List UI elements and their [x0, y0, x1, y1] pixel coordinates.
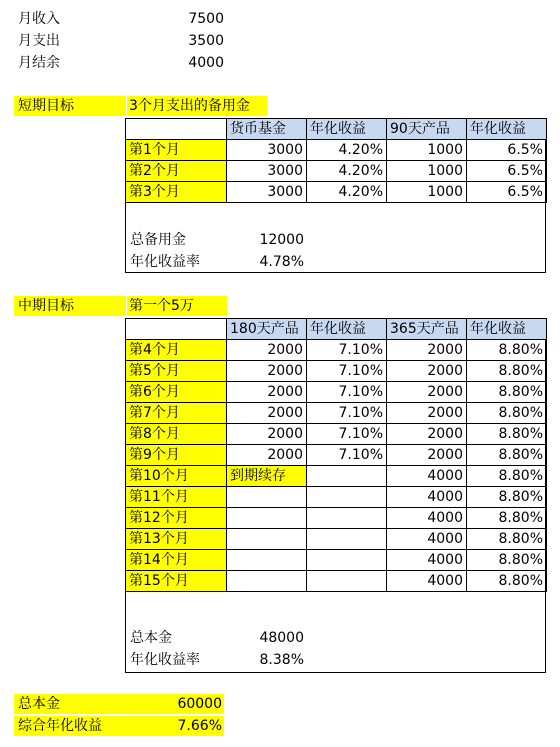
value-cell: 2000	[387, 424, 467, 445]
table-row	[126, 161, 547, 182]
value-cell: 6.5%	[467, 161, 547, 182]
table-row	[126, 508, 547, 529]
value-cell: 4000	[387, 550, 467, 571]
month-cell: 第8个月	[126, 424, 227, 445]
income-label: 月收入	[18, 11, 60, 27]
expense-value: 3500	[188, 33, 224, 49]
value-cell: 7.10%	[307, 340, 387, 361]
value-cell: 4000	[387, 487, 467, 508]
value-cell: 6.5%	[467, 140, 547, 161]
month-cell: 第4个月	[126, 340, 227, 361]
table-row	[126, 466, 547, 487]
value-cell: 8.80%	[467, 445, 547, 466]
mid-rate-label: 年化收益率	[130, 652, 200, 668]
header-empty-cell	[126, 319, 227, 340]
value-cell: 8.80%	[467, 487, 547, 508]
value-cell: 3000	[227, 161, 307, 182]
month-cell: 第3个月	[126, 182, 227, 203]
short-rate-label: 年化收益率	[130, 254, 200, 270]
value-cell: 2000	[227, 403, 307, 424]
table-row	[126, 361, 547, 382]
value-cell	[307, 571, 387, 592]
value-cell: 2000	[387, 403, 467, 424]
header-cell: 180天产品	[227, 319, 307, 340]
header-cell: 年化收益	[467, 319, 547, 340]
table-row	[126, 140, 547, 161]
value-cell: 4.20%	[307, 140, 387, 161]
month-cell: 第6个月	[126, 382, 227, 403]
month-cell: 第15个月	[126, 571, 227, 592]
table-row	[126, 487, 547, 508]
value-cell: 7.10%	[307, 361, 387, 382]
value-cell: 6.5%	[467, 182, 547, 203]
overall-total-value: 60000	[177, 696, 222, 712]
table-row	[126, 382, 547, 403]
value-cell: 2000	[227, 361, 307, 382]
expense-label: 月支出	[18, 33, 60, 49]
short-term-table	[125, 118, 547, 203]
value-cell: 8.80%	[467, 466, 547, 487]
header-empty-cell	[126, 119, 227, 140]
month-cell: 第7个月	[126, 403, 227, 424]
header-cell: 90天产品	[387, 119, 467, 140]
table-row	[126, 445, 547, 466]
value-cell: 7.10%	[307, 424, 387, 445]
month-cell: 第2个月	[126, 161, 227, 182]
income-value: 7500	[188, 11, 224, 27]
value-cell: 8.80%	[467, 529, 547, 550]
table-row	[126, 571, 547, 592]
table-row	[126, 182, 547, 203]
table-row	[126, 403, 547, 424]
value-cell: 4000	[387, 466, 467, 487]
table-row	[126, 340, 547, 361]
table-row	[126, 424, 547, 445]
table-header-row	[126, 119, 547, 140]
mid-total-value: 48000	[259, 630, 304, 646]
overall-total-label: 总本金	[18, 696, 60, 712]
value-cell: 1000	[387, 182, 467, 203]
value-cell: 2000	[387, 340, 467, 361]
value-cell	[227, 508, 307, 529]
value-cell: 8.80%	[467, 571, 547, 592]
overall-total-row	[14, 694, 224, 714]
value-cell: 4000	[387, 508, 467, 529]
mid-term-table	[125, 318, 547, 592]
month-cell: 第10个月	[126, 466, 227, 487]
month-cell: 第1个月	[126, 140, 227, 161]
month-cell: 第12个月	[126, 508, 227, 529]
value-cell: 8.80%	[467, 382, 547, 403]
value-cell: 2000	[227, 445, 307, 466]
value-cell: 2000	[227, 382, 307, 403]
value-cell: 2000	[387, 382, 467, 403]
value-cell: 2000	[387, 445, 467, 466]
value-cell: 2000	[227, 424, 307, 445]
value-cell	[227, 529, 307, 550]
overall-rate-value: 7.66%	[177, 718, 222, 734]
value-cell: 8.80%	[467, 508, 547, 529]
mid-term-title: 第一个5万	[127, 296, 227, 316]
value-cell	[307, 487, 387, 508]
value-cell: 4000	[387, 529, 467, 550]
header-cell: 年化收益	[467, 119, 547, 140]
short-rate-value: 4.78%	[259, 254, 304, 270]
header-cell: 365天产品	[387, 319, 467, 340]
header-cell: 年化收益	[307, 319, 387, 340]
month-cell: 第13个月	[126, 529, 227, 550]
month-cell: 第9个月	[126, 445, 227, 466]
short-term-label: 短期目标	[14, 96, 126, 116]
value-cell	[307, 529, 387, 550]
value-cell	[307, 550, 387, 571]
mid-term-label: 中期目标	[14, 296, 126, 316]
value-cell: 4.20%	[307, 161, 387, 182]
value-cell	[227, 571, 307, 592]
value-cell: 8.80%	[467, 550, 547, 571]
value-cell: 8.80%	[467, 361, 547, 382]
table-row	[126, 529, 547, 550]
mid-total-label: 总本金	[130, 630, 172, 646]
short-total-label: 总备用金	[130, 232, 186, 248]
overall-rate-row	[14, 716, 224, 736]
value-cell: 4000	[387, 571, 467, 592]
value-cell	[227, 550, 307, 571]
value-cell	[307, 466, 387, 487]
value-cell: 7.10%	[307, 382, 387, 403]
table-header-row	[126, 319, 547, 340]
short-term-title: 3个月支出的备用金	[127, 96, 267, 116]
value-cell: 8.80%	[467, 424, 547, 445]
value-cell: 3000	[227, 182, 307, 203]
overall-rate-label: 综合年化收益	[18, 718, 102, 734]
value-cell: 8.80%	[467, 340, 547, 361]
value-cell: 7.10%	[307, 445, 387, 466]
value-cell: 3000	[227, 140, 307, 161]
header-cell: 年化收益	[307, 119, 387, 140]
value-cell: 7.10%	[307, 403, 387, 424]
header-cell: 货币基金	[227, 119, 307, 140]
table-row	[126, 550, 547, 571]
balance-value: 4000	[188, 55, 224, 71]
value-cell: 2000	[387, 361, 467, 382]
value-cell: 2000	[227, 340, 307, 361]
value-cell: 4.20%	[307, 182, 387, 203]
value-cell: 到期续存	[227, 466, 307, 487]
value-cell: 1000	[387, 161, 467, 182]
value-cell: 1000	[387, 140, 467, 161]
month-cell: 第11个月	[126, 487, 227, 508]
month-cell: 第5个月	[126, 361, 227, 382]
value-cell	[227, 487, 307, 508]
short-total-value: 12000	[259, 232, 304, 248]
value-cell: 8.80%	[467, 403, 547, 424]
mid-rate-value: 8.38%	[259, 652, 304, 668]
balance-label: 月结余	[18, 55, 60, 71]
value-cell	[307, 508, 387, 529]
month-cell: 第14个月	[126, 550, 227, 571]
